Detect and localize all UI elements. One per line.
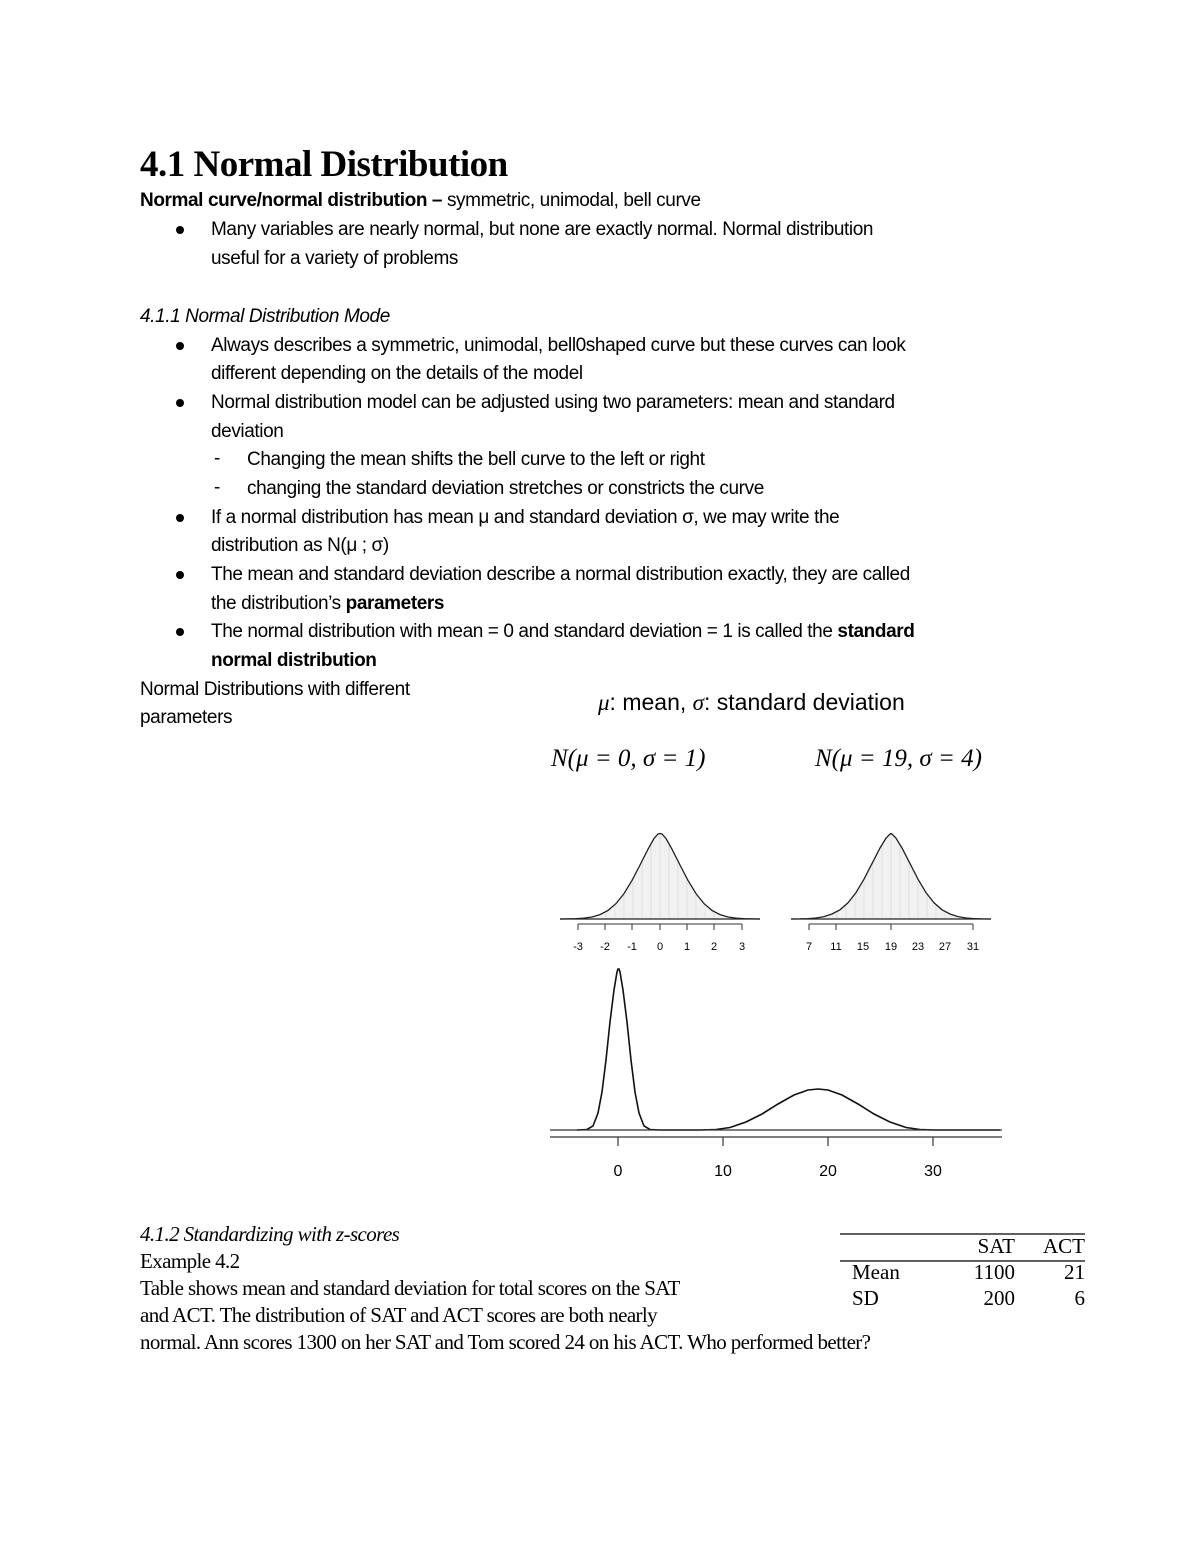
table-cell: SD — [852, 1286, 879, 1310]
tick-label: 30 — [924, 1163, 942, 1180]
bullet-text: different depending on the details of the model — [211, 363, 583, 384]
figure-caption: Normal Distributions with different — [140, 679, 410, 700]
tick-label: 31 — [966, 941, 980, 953]
tick-label: 7 — [805, 941, 813, 953]
subsection-title: 4.1.1 Normal Distribution Mode — [140, 306, 390, 327]
tick-label: 11 — [830, 941, 842, 953]
tick-label: 1 — [683, 941, 691, 953]
subsection-title: 4.1.2 Standardizing with z-scores — [140, 1222, 400, 1246]
mu-symbol: μ — [598, 690, 610, 715]
sub-bullet-text: changing the standard deviation stretches or constricts the curve — [247, 478, 764, 499]
term-parameters: parameters — [345, 593, 445, 614]
table-cell: 6 — [1074, 1286, 1085, 1310]
term-normal-distribution: normal distribution — [211, 650, 377, 671]
table-cell: Mean — [852, 1260, 900, 1284]
table-header-row — [840, 1233, 1095, 1259]
tick-label: 3 — [738, 941, 746, 953]
table-cell: 200 — [983, 1286, 1015, 1310]
tick-label: 10 — [714, 1163, 732, 1180]
example-label: Example 4.2 — [140, 1249, 240, 1273]
page-title: 4.1 Normal Distribution — [140, 144, 508, 185]
tick-label: 20 — [819, 1163, 837, 1180]
sat-act-table — [840, 1233, 1095, 1311]
table-cell: 1100 — [973, 1260, 1015, 1284]
bullet-text: distribution as N(μ ; σ) — [211, 535, 389, 556]
chart-n-19-4 — [791, 834, 991, 954]
term-standard: standard — [837, 621, 915, 642]
bullet-text: Normal distribution model can be adjusted using two parameters: mean and standard — [211, 392, 895, 413]
table-header: SAT — [977, 1234, 1015, 1258]
tick-label: 23 — [911, 941, 925, 953]
bullet-text: useful for a variety of problems — [211, 248, 458, 269]
table-header — [840, 1233, 935, 1259]
bullet-text: deviation — [211, 421, 284, 442]
tick-label: 15 — [856, 941, 870, 953]
dash-marker: - — [214, 477, 221, 498]
text-span: the distribution’s — [211, 593, 346, 614]
tick-label: -3 — [573, 941, 583, 953]
table-row — [840, 1285, 1095, 1311]
definition-text: symmetric, unimodal, bell curve — [442, 190, 701, 211]
chart-n-0-1 — [560, 834, 760, 954]
example-text: and ACT. The distribution of SAT and ACT scores are both nearly — [140, 1303, 658, 1327]
figure-caption: parameters — [140, 707, 233, 728]
tick-label: 0 — [656, 941, 664, 953]
tick-label: 0 — [613, 1163, 623, 1180]
tick-label: 2 — [710, 941, 718, 953]
tick-label: -1 — [627, 941, 637, 953]
table-header: ACT — [1043, 1234, 1085, 1258]
sub-bullet-text: Changing the mean shifts the bell curve to the left or right — [247, 449, 705, 470]
sigma-symbol: σ — [692, 690, 704, 715]
bullet-text: If a normal distribution has mean μ and standard deviation σ, we may write the — [211, 507, 840, 528]
tick-label: -2 — [600, 941, 610, 953]
tick-label: 27 — [938, 941, 952, 953]
dash-marker: - — [214, 448, 221, 469]
tick-label: 19 — [884, 941, 898, 953]
example-text: Table shows mean and standard deviation for total scores on the SAT — [140, 1276, 680, 1300]
definition-term: Normal curve/normal distribution – — [140, 190, 443, 211]
text-span: The normal distribution with mean = 0 and standard deviation = 1 is called the — [211, 621, 838, 642]
example-text: normal. Ann scores 1300 on her SAT and Tom scored 24 on his ACT. Who performed better? — [140, 1330, 871, 1354]
table-cell: 21 — [1064, 1260, 1085, 1284]
table-row — [840, 1259, 1095, 1285]
bullet-text: Always describes a symmetric, unimodal, bell0shaped curve but these curves can look — [211, 335, 906, 356]
legend-text: : standard deviation — [704, 689, 905, 715]
bullet-text: The mean and standard deviation describe a normal distribution exactly, they are called — [211, 564, 910, 585]
bullet-text: Many variables are nearly normal, but none are exactly normal. Normal distribution — [211, 219, 874, 240]
right-plot-label: N(μ = 19, σ = 4) — [815, 745, 982, 772]
left-plot-label: N(μ = 0, σ = 1) — [551, 745, 706, 772]
legend-text: : mean, — [609, 689, 693, 715]
chart-combined — [550, 969, 1002, 1180]
